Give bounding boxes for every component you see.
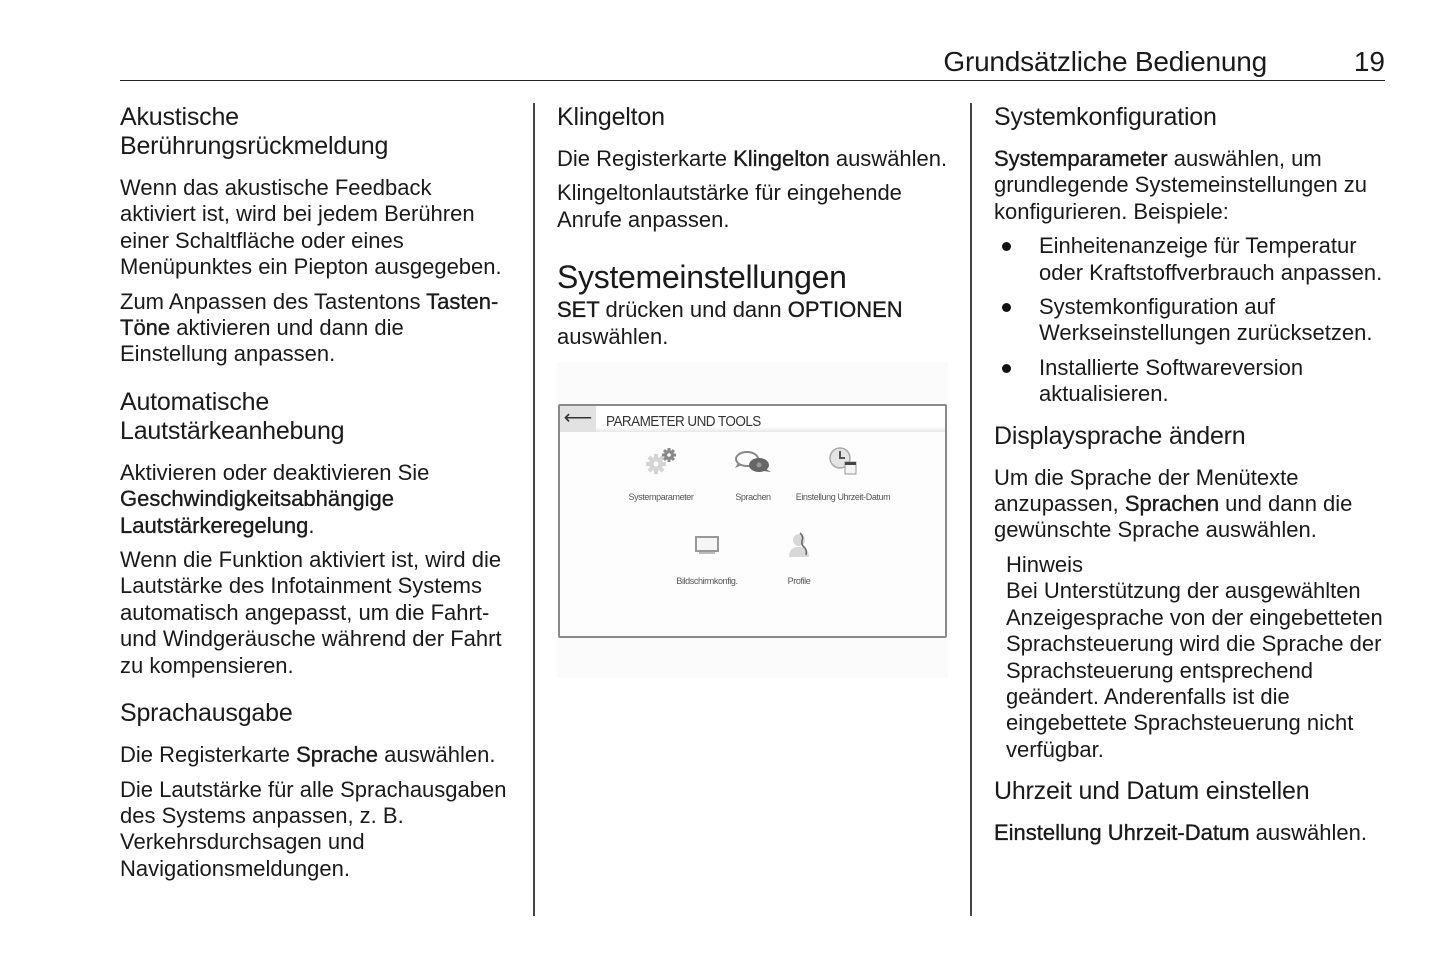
ui-term: Sprache: [296, 742, 379, 768]
ui-term: OPTIONEN: [787, 297, 903, 323]
text: .: [308, 512, 315, 538]
note-title: Hinweis: [1006, 551, 1084, 577]
bullet-icon: [1002, 242, 1011, 251]
tile-label: Bildschirmkonfig.: [676, 576, 738, 587]
section-automatische-lautstaerkeanhebung: [120, 388, 512, 679]
paragraph: [120, 289, 512, 368]
text: auswählen.: [829, 146, 948, 171]
screen-title: PARAMETER UND TOOLS: [606, 413, 761, 431]
text: drücken und dann: [599, 297, 788, 323]
paragraph: [557, 297, 949, 350]
tile-label: Systemparameter: [628, 492, 694, 503]
text: und dann die gewünschte Sprache auswählen.: [994, 491, 1353, 543]
section-heading: Sprachausgabe: [120, 699, 293, 728]
column-divider: [533, 103, 535, 916]
list-item-text: Installierte Softwareversion aktualisieren.: [1039, 354, 1304, 407]
paragraph: Klingeltonlautstärke für eingehende Anrufe anpassen.: [557, 180, 902, 232]
list-item: [994, 355, 1387, 408]
section-akustische-beruehrungsrueckmeldung: [120, 103, 512, 368]
paragraph: [120, 742, 512, 768]
chapter-heading: Systemeinstellungen: [557, 259, 847, 296]
screen-frame: [558, 404, 947, 638]
tile-label: Profile: [787, 576, 811, 587]
list-item-text: Systemkonfiguration auf Werkseinstellungen zurücksetzen.: [1039, 294, 1373, 346]
text: Zum Anpassen des Tastentons: [120, 288, 427, 314]
heading-line: Automatische: [120, 387, 270, 416]
ui-term: Klingelton: [733, 146, 830, 171]
clock-calendar-icon: [778, 446, 908, 476]
ui-term: SET: [557, 297, 600, 323]
column-3: [994, 103, 1387, 855]
paragraph: Die Lautstärke für alle Sprachausgaben des Systems anpassen, z. B. Verkehrsdurchsagen und Navigationsmeldungen.: [120, 776, 507, 881]
heading-line: Lautstärkeanhebung: [120, 416, 345, 445]
paragraph: [557, 146, 949, 172]
note-text: Bei Unterstützung der ausgewählten Anzeigesprache von der eingebetteten Sprachsteuerung wird die Sprache der Sprachsteuerung entsprechend geändert. Anderenfalls ist die eingebettete Sprachsteuerung nicht verfügbar.: [1006, 578, 1383, 762]
tile-label: Sprachen: [735, 492, 771, 503]
ui-term: Systemparameter: [994, 146, 1168, 171]
text: auswählen.: [378, 742, 496, 768]
text: Um die Sprache der Menütexte anzupassen,: [994, 464, 1299, 517]
infotainment-screenshot: [557, 362, 948, 678]
section-displaysprache-aendern: [994, 422, 1387, 763]
section-heading: Systemkonfiguration: [994, 103, 1217, 131]
column-2: [557, 103, 949, 678]
ui-term: Einstellung Uhrzeit-Datum: [994, 820, 1250, 846]
ui-term: Geschwindigkeitsabhängige Lautstärkeregelung: [120, 486, 394, 538]
heading-line: Berührungsrückmeldung: [120, 132, 389, 160]
section-uhrzeit-und-datum: [994, 777, 1387, 846]
note-box: [994, 552, 1387, 763]
text: auswählen, um grundlegende Systemeinstellungen zu konfigurieren. Beispiele:: [994, 146, 1368, 224]
section-heading: Klingelton: [557, 103, 665, 131]
list-item: [994, 294, 1387, 347]
text: Aktivieren oder deaktivieren Sie: [120, 459, 430, 485]
section-systemkonfiguration: [994, 103, 1387, 408]
section-heading: [120, 103, 512, 161]
tile-einstellung-uhrzeit-datum[interactable]: [778, 446, 908, 510]
paragraph: [994, 820, 1387, 846]
section-heading: [120, 388, 512, 446]
back-button[interactable]: [560, 406, 596, 432]
text: auswählen.: [557, 323, 669, 349]
heading-line: Akustische: [120, 103, 239, 131]
list-item-text: Einheitenanzeige für Temperatur oder Kraftstoffverbrauch anpassen.: [1039, 233, 1383, 285]
chapter-title: Grundsätzliche Bedienung: [943, 46, 1267, 77]
section-klingelton: [557, 103, 949, 233]
page-number: 19: [1353, 46, 1385, 77]
bullet-list: [994, 233, 1387, 407]
section-heading: Displaysprache ändern: [994, 421, 1246, 450]
list-item: [994, 233, 1387, 286]
text: Die Registerkarte: [557, 146, 734, 171]
bullet-icon: [1002, 303, 1011, 312]
text: Die Registerkarte: [120, 742, 297, 768]
person-profile-icon: [734, 530, 864, 560]
page-header: [120, 40, 1385, 81]
arrow-left-icon: ⟵: [563, 407, 593, 430]
section-systemeinstellungen: [557, 259, 949, 678]
column-divider: [970, 103, 972, 916]
paragraph: Wenn die Funktion aktiviert ist, wird die Lautstärke des Infotainment Systems automatisch angepasst, um die Fahrt- und Windgeräusche während der Fahrt zu kompensieren.: [120, 547, 502, 678]
paragraph: [994, 465, 1387, 544]
ui-term: Sprachen: [1124, 491, 1220, 517]
text: aktivieren und dann die Einstellung anpassen.: [120, 315, 404, 367]
section-heading: Uhrzeit und Datum einstellen: [994, 777, 1310, 806]
paragraph: [994, 146, 1387, 225]
paragraph: Wenn das akustische Feedback aktiviert ist, wird bei jedem Berühren einer Schaltfläche oder eines Menüpunktes ein Piepton ausgegeben.: [120, 175, 502, 280]
section-sprachausgabe: [120, 699, 512, 882]
text: auswählen.: [1249, 820, 1367, 846]
screen-header: [560, 406, 945, 432]
bullet-icon: [1002, 364, 1011, 373]
paragraph: [120, 460, 512, 539]
column-1: [120, 103, 512, 902]
tile-label: Einstellung Uhrzeit-Datum: [795, 492, 891, 503]
ui-term: Tasten-Töne: [120, 288, 499, 341]
tile-profile[interactable]: [734, 530, 864, 594]
